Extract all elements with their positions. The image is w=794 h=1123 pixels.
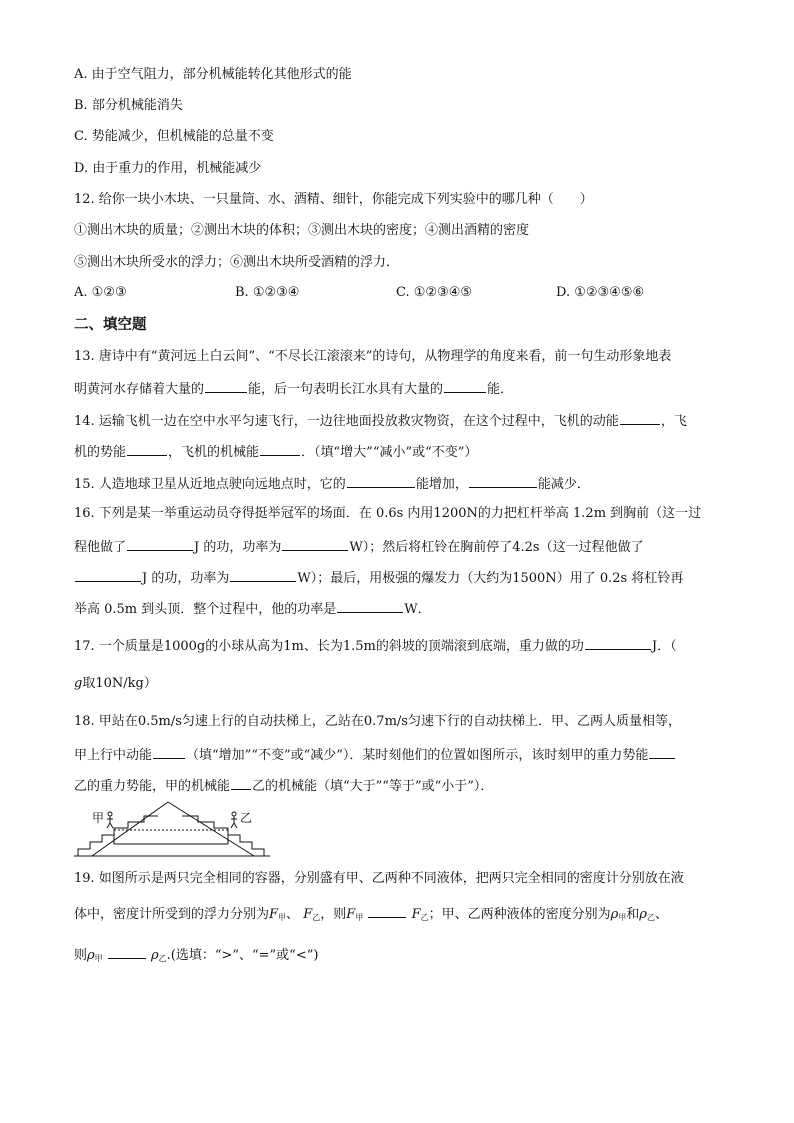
subscript-yi: 乙 (158, 954, 167, 963)
q18-line (74, 776, 493, 796)
symbol-rho: ρ (87, 948, 95, 963)
subscript-yi: 乙 (646, 913, 655, 922)
symbol-rho: ρ (610, 907, 619, 922)
q16-text: J 的功，功率为 (142, 571, 230, 586)
q19-text: ；甲、乙两种液体的密度分别为 (428, 907, 611, 922)
q18-text: 匀速下行的自动扶梯上．甲、乙两人质量相等， (407, 714, 681, 729)
q16-text: 16. 下列是某一举重运动员夺得挺举冠军的场面．在 0.6s 内用 (74, 506, 434, 521)
q19-text: 体中，密度计所受到的浮力分别为 (74, 907, 270, 922)
q16-text: （这一过程他做了 (539, 540, 644, 555)
q11-option-d: D. 由于重力的作用，机械能减少 (74, 161, 262, 176)
answer-blank[interactable] (230, 568, 296, 582)
answer-blank[interactable] (108, 945, 146, 959)
subscript-jia: 甲 (618, 913, 627, 922)
q19-text: 、 (654, 907, 668, 922)
q18-line (74, 745, 676, 765)
subscript-yi: 乙 (420, 913, 429, 922)
q19-text: ，则 (320, 907, 347, 922)
q18-text: 匀速上行的自动扶梯上，乙站在 (181, 714, 364, 729)
q17-text: 17. 一个质量是 (74, 639, 164, 654)
label-yi: 乙 (240, 811, 253, 825)
q14-text: ，飞 (660, 414, 687, 429)
q17-text: 的斜坡的顶端滚到底端，重力做的功 (375, 639, 584, 654)
symbol-rho: ρ (150, 948, 159, 963)
q12-option-b: B. ①②③④ (235, 285, 300, 300)
q19-line (74, 904, 668, 927)
answer-blank[interactable] (127, 442, 167, 456)
q11-option-a: A. 由于空气阻力，部分机械能转化其他形式的能 (74, 67, 352, 82)
q16-value: 4.2s (512, 540, 540, 555)
q15-text: 能增加， (415, 477, 468, 492)
q18-unit: m/s (158, 714, 182, 729)
q17-value: 1000g (163, 639, 206, 654)
q19-line (74, 945, 318, 968)
q14-line (74, 442, 477, 462)
q14-text: ，飞机的机械能 (168, 445, 260, 460)
subscript-yi: 乙 (312, 913, 321, 922)
symbol-rho: ρ (639, 907, 647, 922)
q16-line (74, 537, 644, 557)
answer-blank[interactable] (337, 599, 403, 613)
answer-blank[interactable] (231, 776, 251, 790)
q11-option-c: C. 势能减少，但机械能的总量不变 (74, 129, 274, 144)
q19-line: 19. 如图所示是两只完全相同的容器，分别盛有甲、乙两种不同液体，把两只完全相同的密度计分别放在液 (74, 871, 684, 886)
section-heading: 二、填空题 (74, 317, 147, 333)
q16-line (74, 505, 701, 523)
q14-line (74, 411, 687, 431)
q17-value: 10N/kg (95, 676, 144, 691)
answer-blank[interactable] (260, 442, 300, 456)
subscript-jia: 甲 (278, 913, 287, 922)
q18-line (74, 713, 681, 731)
q14-text: 14. 运输飞机一边在空中水平匀速飞行，一边往地面投放救灾物资，在这个过程中，飞机的动能 (74, 414, 619, 429)
answer-blank[interactable] (75, 568, 141, 582)
q16-text: 举高 0.5m 到头顶．整个过程中，他的功率是 (74, 602, 337, 617)
q16-text: 的力把杠杆举高 1.2m 到胸前（这一过 (477, 506, 702, 521)
q17-text: 取 (82, 676, 96, 691)
q17-value: 1m (283, 639, 304, 654)
subscript-jia: 甲 (94, 954, 103, 963)
symbol-F: F (303, 907, 313, 922)
person-jia-icon (107, 812, 113, 828)
q13-text: 明黄河水存储着大量的 (74, 382, 205, 397)
q16-text: W． (404, 602, 431, 617)
q18-text: 乙的重力势能，甲的机械能 (74, 779, 231, 794)
q16-value: 1200N (433, 506, 478, 521)
symbol-F: F (269, 907, 279, 922)
q15-text: 15. 人造地球卫星从近地点驶向远地点时，它的 (74, 477, 346, 492)
answer-blank[interactable] (444, 379, 486, 393)
q14-text: ．（填“增大”“减小”或“不变”） (301, 445, 478, 460)
q17-text: 的小球从高为 (205, 639, 284, 654)
answer-blank[interactable] (368, 904, 406, 918)
q13-text: 能，后一句表明长江水具有大量的 (248, 382, 444, 397)
q16-text: J 的功，功率为 (194, 540, 282, 555)
q17-value: 1.5m (342, 639, 376, 654)
q18-value: 0.5 (137, 714, 159, 729)
q16-line (74, 568, 683, 588)
q15-text: 能减少． (537, 477, 590, 492)
q17-line (74, 675, 157, 693)
q16-text: ）用了 0.2s 将杠铃再 (556, 571, 684, 586)
q13-line: 13. 唐诗中有“黄河远上白云间”、“不尽长江滚滚来”的诗句，从物理学的角度来看，前一句生动形象地表 (74, 349, 672, 364)
person-yi-icon (231, 812, 237, 828)
q18-value: 0.7 (363, 714, 385, 729)
q17-line (74, 636, 677, 656)
q19-text: 和 (626, 907, 640, 922)
q17-text: ） (143, 676, 157, 691)
answer-blank[interactable] (469, 474, 537, 488)
answer-blank[interactable] (205, 379, 247, 393)
q12-items-line: ⑤测出木块所受水的浮力；⑥测出木块所受酒精的浮力． (74, 255, 400, 270)
answer-blank[interactable] (153, 745, 185, 759)
symbol-F: F (346, 907, 356, 922)
q18-text: 甲上行中动能 (74, 748, 153, 763)
q18-unit: m/s (384, 714, 408, 729)
q18-text: 乙的机械能（填“大于”“等于”或“小于”）． (252, 779, 494, 794)
label-jia: 甲 (92, 811, 105, 825)
q13-line (74, 379, 513, 399)
answer-blank[interactable] (649, 745, 675, 759)
q15-line (74, 474, 590, 494)
q19-text: .(选填：“>”、“=”或“<”) (166, 948, 319, 963)
answer-blank[interactable] (585, 636, 651, 650)
subscript-jia: 甲 (355, 913, 364, 922)
q16-text: 程他做了 (74, 540, 127, 555)
q16-value: 1500N (512, 571, 557, 586)
answer-blank[interactable] (282, 537, 348, 551)
symbol-F: F (411, 907, 421, 922)
answer-blank[interactable] (620, 411, 660, 425)
q17-text: 、长为 (303, 639, 343, 654)
q12-option-c: C. ①②③④⑤ (396, 285, 473, 300)
q18-text: 18. 甲站在 (74, 714, 138, 729)
answer-blank[interactable] (127, 537, 193, 551)
q19-text: 、 (286, 907, 300, 922)
escalator-diagram (74, 800, 270, 862)
q11-option-b: B. 部分机械能消失 (74, 98, 183, 113)
q16-line (74, 599, 431, 619)
q18-text: （填“增加”“不变”或“减少”）．某时刻他们的位置如图所示，该时刻甲的重力势能 (186, 748, 649, 763)
q19-text: 则 (74, 948, 88, 963)
q14-text: 机的势能 (74, 445, 127, 460)
q12-option-a: A. ①②③ (74, 285, 127, 300)
q12-stem: 12. 给你一块小木块、一只量筒、水、酒精、细针，你能完成下列实验中的哪几种（ ） (74, 192, 593, 207)
q12-items-line: ①测出木块的质量；②测出木块的体积；③测出木块的密度；④测出酒精的密度 (74, 223, 530, 238)
q16-text: W）；最后，用极强的爆发力（大约为 (297, 571, 513, 586)
g-symbol: g (74, 676, 83, 691)
q17-text: J．（ (651, 639, 677, 654)
q13-text: 能． (487, 382, 514, 397)
answer-blank[interactable] (347, 474, 415, 488)
q12-option-d: D. ①②③④⑤⑥ (556, 285, 645, 300)
q16-text: W）；然后将杠铃在胸前停了 (349, 540, 513, 555)
